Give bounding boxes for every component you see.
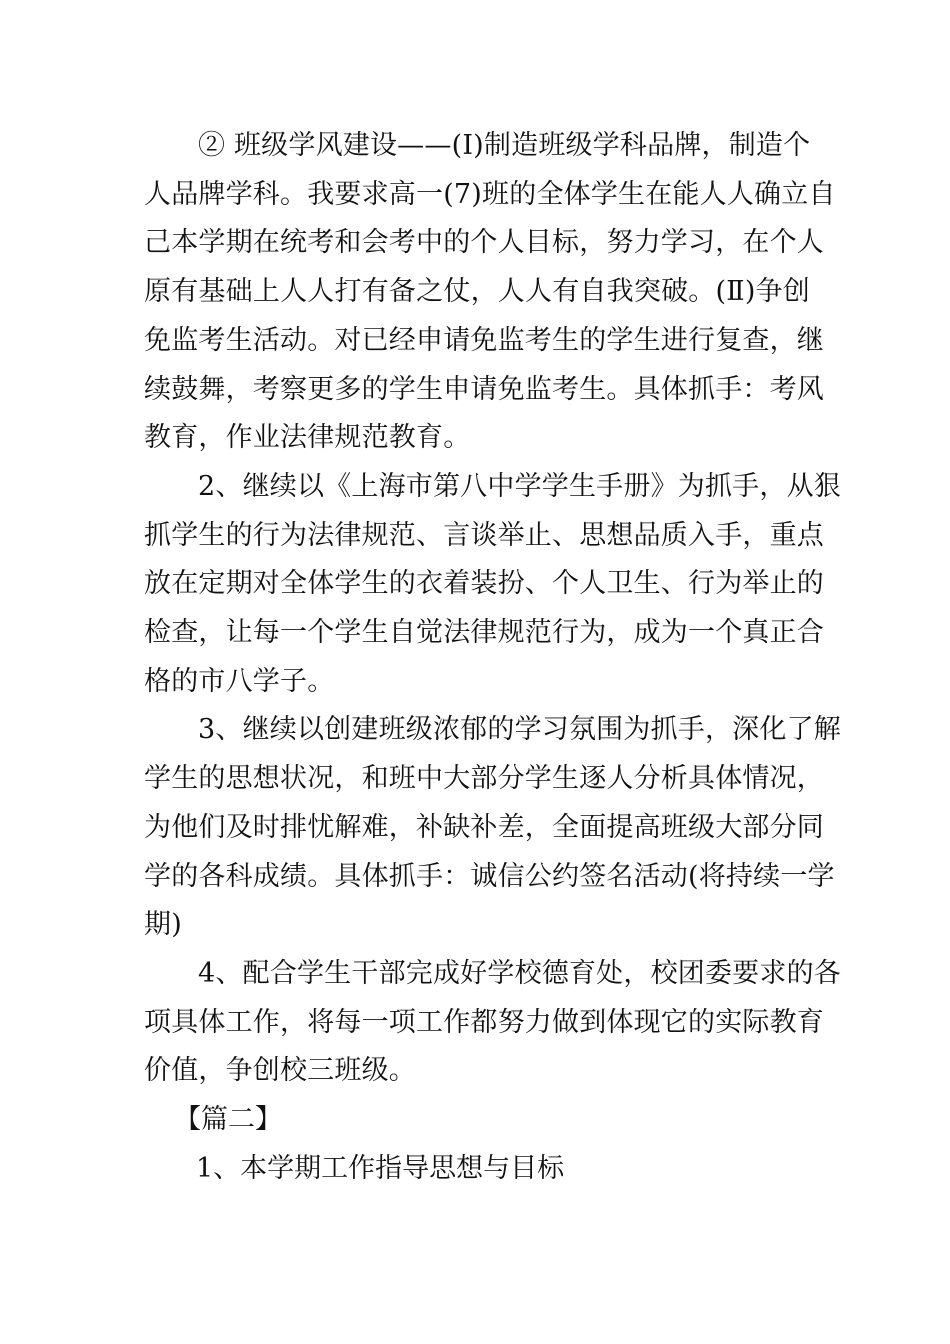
paragraph-class-study-style [144, 122, 836, 463]
text-line: 续鼓舞，考察更多的学生申请免监考生。具体抓手：考风 [144, 373, 824, 405]
text-line: 己本学期在统考和会考中的个人目标，努力学习，在个人 [144, 227, 824, 259]
text-line: 3、继续以创建班级浓郁的学习氛围为抓手，深化了解 [198, 714, 841, 746]
text-line: 教育，作业法律规范教育。 [144, 422, 471, 454]
section-heading: 【篇二】 [174, 1104, 282, 1136]
text-line: 原有基础上人人打有备之仗，人人有自我突破。(Ⅱ)争创 [144, 276, 810, 308]
text-line: 学生的思想状况，和班中大部分学生逐人分析具体情况， [144, 763, 824, 795]
text-line: 学的各科成绩。具体抓手：诚信公约签名活动(将持续一学 [144, 860, 835, 892]
text-line: 项具体工作，将每一项工作都努力做到体现它的实际教育 [144, 1006, 824, 1038]
text-line: 价值，争创校三班级。 [144, 1055, 416, 1087]
text-line: 期) [144, 909, 182, 941]
text-line: 为他们及时排忧解难，补缺补差，全面提高班级大部分同 [144, 811, 824, 843]
text-line: 检查，让每一个学生自觉法律规范行为，成为一个真正合 [144, 617, 824, 649]
paragraph-item-4 [144, 950, 841, 1096]
text-line: 免监考生活动。对已经申请免监考生的学生进行复查，继 [144, 324, 824, 356]
document-page [144, 122, 841, 1193]
text-line: 抓学生的行为法律规范、言谈举止、思想品质入手，重点 [144, 519, 824, 551]
text-line: 2、继续以《上海市第八中学学生手册》为抓手，从狠 [198, 470, 841, 502]
text-line: 4、配合学生干部完成好学校德育处，校团委要求的各 [198, 957, 841, 989]
paragraph-item-3 [144, 706, 841, 950]
text-line: ② 班级学风建设——(Ⅰ)制造班级学科品牌，制造个 [198, 130, 811, 161]
paragraph-item-2 [144, 463, 841, 707]
text-line: 人品牌学科。我要求高一(7)班的全体学生在能人人确立自 [144, 178, 836, 210]
text-line: 放在定期对全体学生的衣着装扮、个人卫生、行为举止的 [144, 568, 824, 600]
subheading: 1、本学期工作指导思想与目标 [196, 1152, 565, 1184]
text-line: 格的市八学子。 [144, 665, 335, 697]
